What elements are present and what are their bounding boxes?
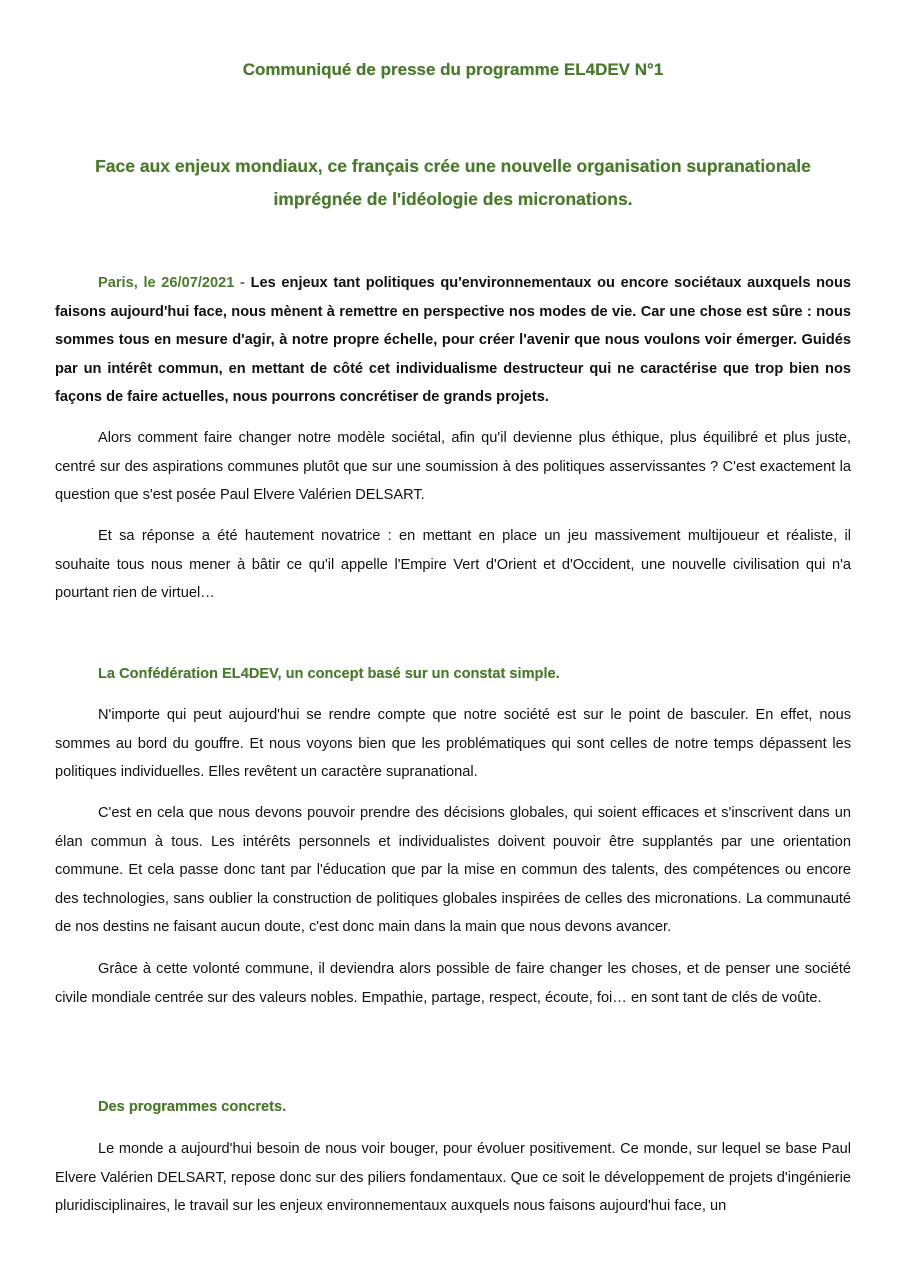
intro-paragraph-1: Alors comment faire changer notre modèle sociétal, afin qu'il devienne plus éthique, plus équilibré et plus juste, centré sur des aspirations communes plutôt que sur une soumission à des politiques asservissantes ? C'est exactement la question que s'est posée Paul Elvere Valérien DELSART. bbox=[55, 430, 851, 504]
section-2-paragraph-1: Le monde a aujourd'hui besoin de nous voir bouger, pour évoluer positivement. Ce monde, sur lequel se base Paul Elvere Valérien DELSART, repose donc sur des piliers fondamentaux. Que ce soit le développement de projets d'ingénierie pluridisciplinaires, le travail sur les enjeux environnementaux auxquels nous faisons aujourd'hui face, un bbox=[55, 1141, 851, 1215]
dateline: Paris, le 26/07/2021 bbox=[98, 275, 235, 291]
press-headline: Face aux enjeux mondiaux, ce français crée une nouvelle organisation supranationale imprégnée de l'idéologie des micronations. bbox=[95, 156, 811, 209]
section-1-paragraph-1: N'importe qui peut aujourd'hui se rendre compte que notre société est sur le point de basculer. En effet, nous sommes au bord du gouffre. Et nous voyons bien que les problématiques qui sont celles de notre temps dépassent les politiques individuelles. Elles revêtent un caractère supranational. bbox=[55, 707, 851, 781]
section-heading-confederation: La Confédération EL4DEV, un concept basé sur un constat simple. bbox=[98, 666, 560, 682]
lead-paragraph bbox=[55, 269, 851, 412]
lead-text: Les enjeux tant politiques qu'environnementaux ou encore sociétaux auxquels nous faisons aujourd'hui face, nous mènent à remettre en perspective nos modes de vie. Car une chose est sûre : nous sommes tous en mesure d'agir, à notre propre échelle, pour créer l'avenir que nous voulons voir émerger. Guidés par un intérêt commun, en mettant de côté cet individualisme destructeur qui ne caractérise que trop bien nos façons de faire actuelles, nous pourrons concrétiser de grands projets. bbox=[55, 275, 851, 406]
document-title: Communiqué de presse du programme EL4DEV N°1 bbox=[242, 60, 664, 79]
dateline-separator: - bbox=[234, 275, 251, 291]
section-1-paragraph-2: C'est en cela que nous devons pouvoir prendre des décisions globales, qui soient efficaces et s'inscrivent dans un élan commun à tous. Les intérêts personnels et individualistes doivent pouvoir être supplantés par une orientation commune. Et cela passe donc tant par l'éducation que par la mise en commun des talents, des compétences ou encore des technologies, sans oublier la construction de politiques globales inspirées de celles des micronations. La communauté de nos destins ne faisant aucun doute, c'est donc main dans la main que nous devons avancer. bbox=[55, 805, 851, 936]
intro-paragraph-2: Et sa réponse a été hautement novatrice : en mettant en place un jeu massivement multijoueur et réaliste, il souhaite tous nous mener à bâtir ce qu'il appelle l'Empire Vert d'Orient et d'Occident, une nouvelle civilisation qui n'a pourtant rien de virtuel… bbox=[55, 528, 851, 602]
section-heading-programmes: Des programmes concrets. bbox=[98, 1099, 287, 1115]
section-1-paragraph-3: Grâce à cette volonté commune, il deviendra alors possible de faire changer les choses, et de penser une société civile mondiale centrée sur des valeurs nobles. Empathie, partage, respect, écoute, foi… en sont tant de clés de voûte. bbox=[55, 961, 851, 1006]
